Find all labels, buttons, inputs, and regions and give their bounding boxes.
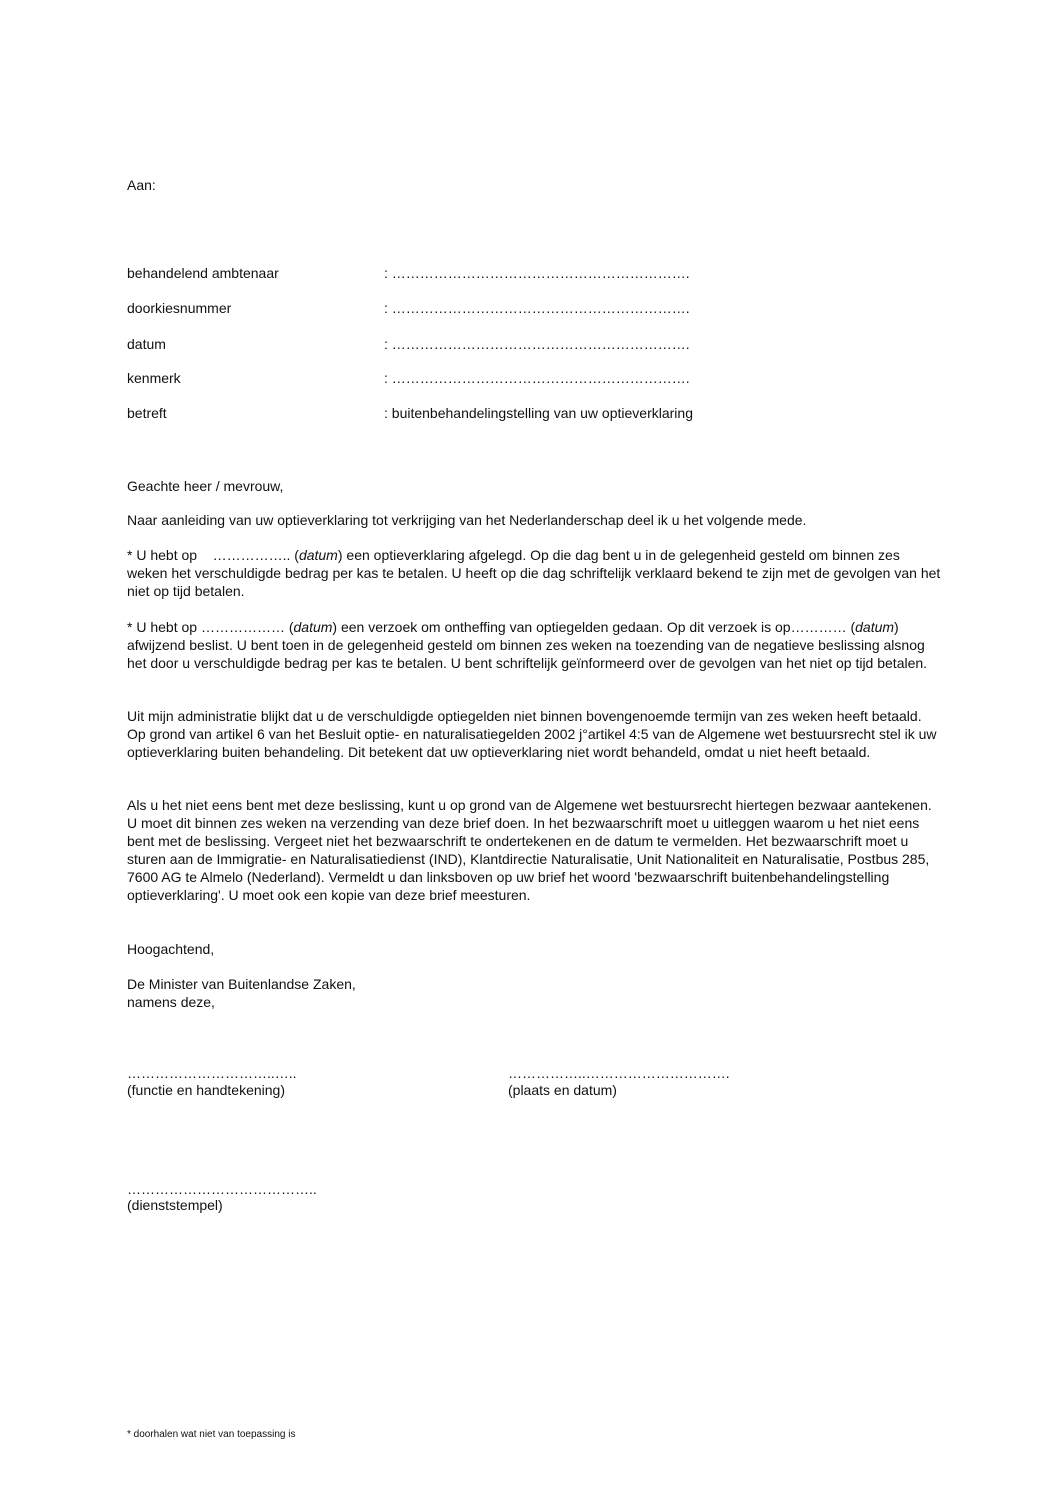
recipient-label: Aan:: [127, 177, 156, 193]
field-value-subject: : buitenbehandelingstelling van uw optieverklaring: [384, 405, 693, 421]
option-2-text-e: ) afwijzend beslist. U bent toen in de gelegenheid gesteld om binnen zes weken na toezending van de negatieve beslissing alsnog het door u verschuldigde bedrag per kas te betalen. U bent schriftelijk geïnformeerd over de gevolgen van het niet op tijd betalen.: [127, 619, 928, 671]
field-value-reference: : ……………………………………………………….: [384, 370, 690, 386]
place-date-dots: ……………..………………………….: [508, 1065, 730, 1081]
signature-dots: …………………………..…..: [127, 1065, 297, 1081]
field-value-handler: : ……………………………………………………….: [384, 265, 690, 281]
salutation: Geachte heer / mevrouw,: [127, 478, 284, 494]
objection-text: Als u het niet eens bent met deze beslissing, kunt u op grond van de Algemene wet bestuursrecht hiertegen bezwaar aantekenen. U moet dit binnen zes weken na verzending van deze brief doen. In het bezwaarschrift moet u uitleggen waarom u het niet eens bent met de beslissing. Vergeet niet het bezwaarschrift te ondertekenen en de datum te vermelden. Het bezwaarschrift moet u sturen aan de Immigratie- en Naturalisatiedienst (IND), Klantdirectie Naturalisatie, Unit Nationaliteit en Naturalisatie, Postbus 285, 7600 AG te Almelo (Nederland). Vermeldt u dan linksboven op uw brief het woord 'bezwaarschrift buitenbehandelingstelling optieverklaring'. U moet ook een kopie van deze brief meesturen.: [127, 797, 932, 903]
field-label-date: datum: [127, 336, 166, 352]
closing: Hoogachtend,: [127, 941, 215, 957]
option-1-text-a: * U hebt op …………….. (: [127, 547, 299, 563]
stamp-dots: …………………………………..: [127, 1181, 317, 1197]
footnote: * doorhalen wat niet van toepassing is: [127, 1429, 296, 1440]
administration-paragraph: [127, 707, 942, 761]
option-2-text-a: * U hebt op ……………… (: [127, 619, 294, 635]
field-label-subject: betreft: [127, 405, 167, 421]
field-value-phone: : ……………………………………………………….: [384, 300, 690, 316]
signatory-line-1: De Minister van Buitenlandse Zaken,: [127, 976, 356, 992]
option-2-text-c: ) een verzoek om ontheffing van optiegelden gedaan. Op dit verzoek is op………… (: [332, 619, 856, 635]
signature-label: (functie en handtekening): [127, 1082, 285, 1098]
objection-paragraph: [127, 796, 942, 904]
field-label-phone: doorkiesnummer: [127, 300, 232, 316]
intro-text: Naar aanleiding van uw optieverklaring tot verkrijging van het Nederlanderschap deel ik u het volgende mede.: [127, 512, 807, 528]
field-label-reference: kenmerk: [127, 370, 181, 386]
stamp-label: (dienststempel): [127, 1197, 223, 1213]
administration-text: Uit mijn administratie blijkt dat u de verschuldigde optiegelden niet binnen bovengenoemde termijn van zes weken heeft betaald. Op grond van artikel 6 van het Besluit optie- en naturalisatiegelden 2002 j°artikel 4:5 van de Algemene wet bestuursrecht stel ik uw optieverklaring buiten behandeling. Dit betekent dat uw optieverklaring niet wordt behandeld, omdat u niet heeft betaald.: [127, 708, 937, 760]
field-label-handler: behandelend ambtenaar: [127, 265, 279, 281]
field-value-date: : ……………………………………………………….: [384, 336, 690, 352]
option-2-date-word-1: datum: [293, 619, 333, 635]
option-2-date-word-2: datum: [855, 619, 895, 635]
option-1-paragraph: [127, 546, 942, 600]
intro-paragraph: [127, 511, 942, 529]
option-1-date-word: datum: [298, 547, 338, 563]
option-2-paragraph: [127, 618, 942, 672]
option-1-text-c: ) een optieverklaring afgelegd. Op die dag bent u in de gelegenheid gesteld om binnen zes weken het verschuldigde bedrag per kas te betalen. U heeft op die dag schriftelijk verklaard bekend te zijn met de gevolgen van het niet op tijd betalen.: [127, 547, 941, 599]
place-date-label: (plaats en datum): [508, 1082, 617, 1098]
signatory-line-2: namens deze,: [127, 994, 215, 1010]
